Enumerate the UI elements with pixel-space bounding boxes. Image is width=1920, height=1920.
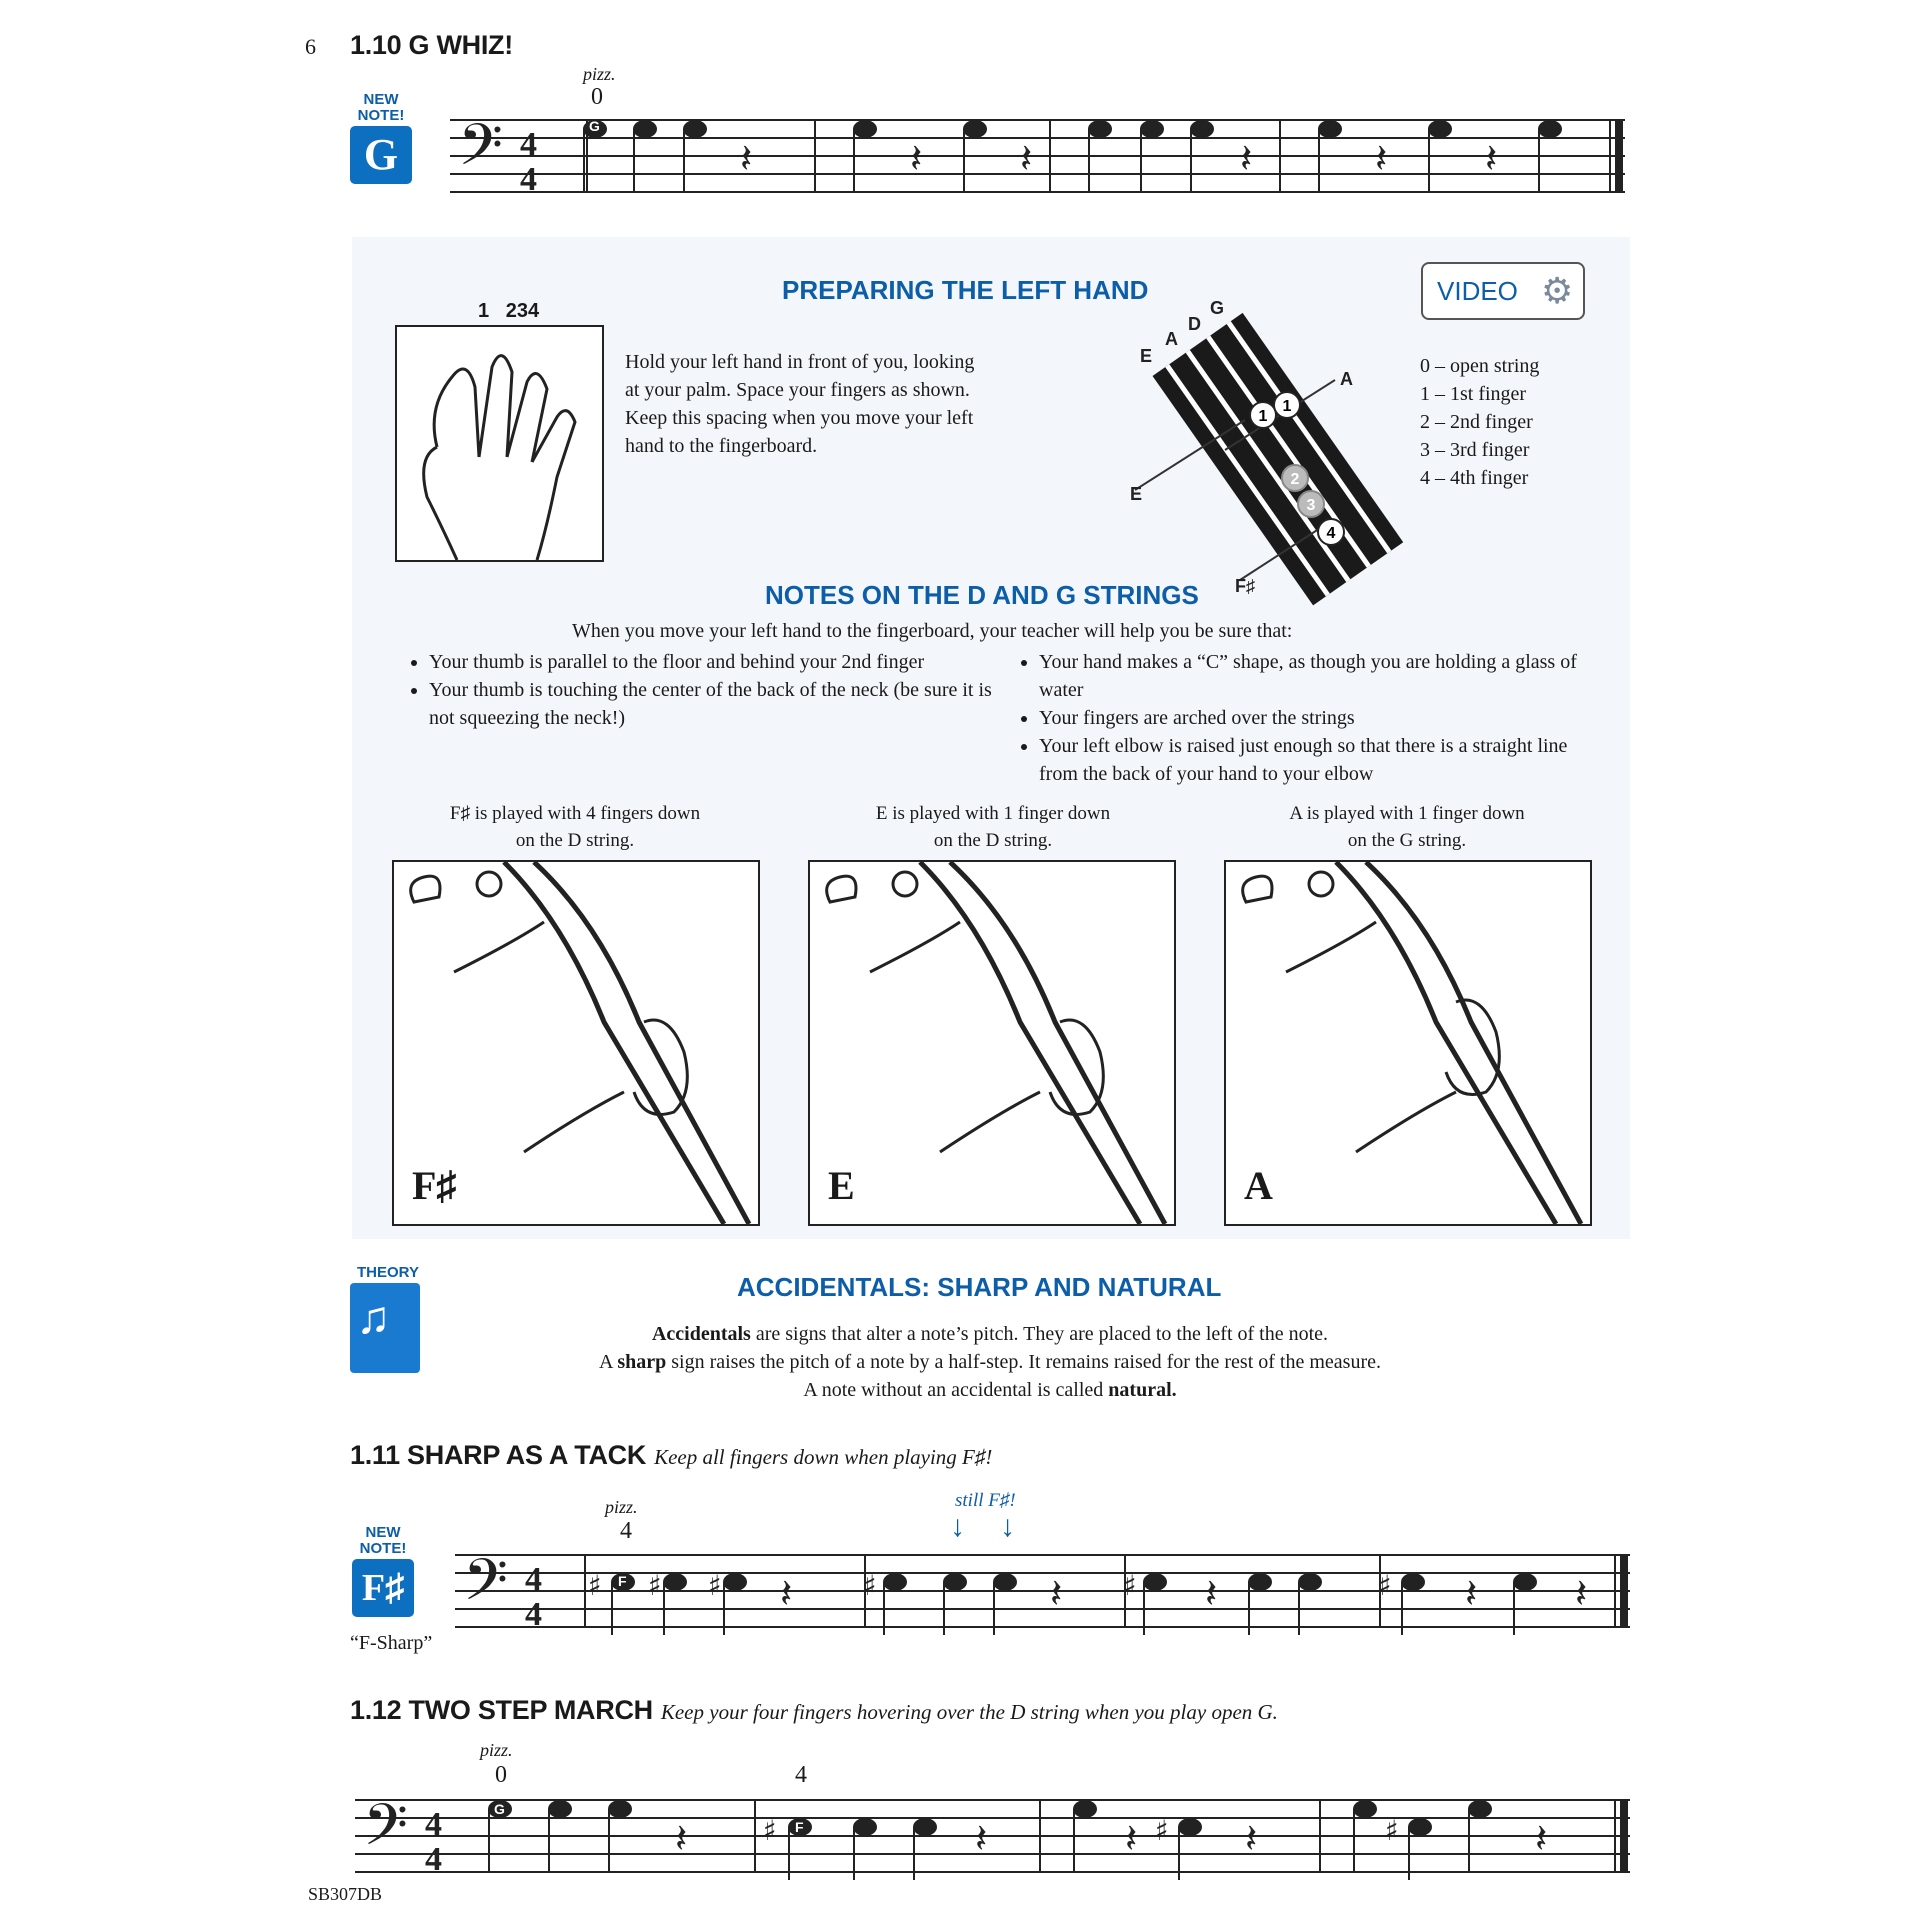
- pizz-mark: pizz.: [583, 64, 616, 84]
- exercise-1-12-title: [350, 1695, 1278, 1726]
- bullet-item: • Your thumb is touching the center of the back of the neck (be sure it is not squeezing the neck!): [429, 676, 1009, 732]
- bullet-item: • Your fingers are arched over the strings: [1039, 704, 1609, 732]
- svg-text:𝄽: 𝄽: [675, 1816, 688, 1862]
- svg-text:𝄽: 𝄽: [740, 136, 753, 182]
- note-letter-g: G: [589, 118, 600, 134]
- music-notes-icon: ♫: [356, 1292, 391, 1343]
- bullets-left: [405, 648, 1009, 732]
- new-note-badge-f-sharp: [352, 1525, 414, 1617]
- svg-text:G: G: [1210, 300, 1225, 318]
- accidentals-line-2: [440, 1348, 1540, 1376]
- note-letter-f: F: [795, 1819, 804, 1835]
- svg-text:F♯: F♯: [1235, 576, 1255, 596]
- photo-note-label: A: [1244, 1163, 1273, 1208]
- accidentals-line-1-rest: are signs that alter a note’s pitch. They are placed to the left of the note.: [750, 1323, 1329, 1345]
- legend-item: 1 – 1st finger: [1420, 383, 1527, 405]
- left-hand-heading: PREPARING THE LEFT HAND: [782, 275, 1149, 305]
- bass-neck-illustration: [810, 862, 1174, 1224]
- svg-text:♯: ♯: [763, 1814, 777, 1847]
- svg-text:4: 4: [425, 1806, 442, 1843]
- bullet-item: • Your hand makes a “C” shape, as though you are holding a glass of water: [1039, 648, 1609, 704]
- new-note-label: NEW NOTE!: [359, 1524, 407, 1557]
- staff-1-12: [345, 1790, 1635, 1880]
- svg-text:𝄽: 𝄽: [1375, 136, 1388, 182]
- theory-label: THEORY: [357, 1264, 419, 1281]
- caption-line: on the D string.: [933, 830, 1053, 851]
- finger-circle-1a: 1: [1258, 408, 1268, 425]
- fingerboard-diagram: [1125, 300, 1425, 610]
- bullet-item: • Your thumb is parallel to the floor and behind your 2nd finger: [429, 648, 1009, 676]
- svg-text:♯: ♯: [1378, 1569, 1392, 1602]
- svg-text:4: 4: [1326, 525, 1336, 542]
- exercise-1-11-title-text: 1.11 SHARP AS A TACK: [350, 1440, 647, 1470]
- accidentals-line-3: [440, 1376, 1540, 1404]
- hand-finger-numbers: 1 234: [478, 300, 540, 322]
- fingering-number: 4: [795, 1762, 807, 1788]
- svg-text:𝄽: 𝄽: [1020, 136, 1033, 182]
- exercise-1-10-title-text: 1.10 G WHIZ!: [350, 30, 513, 60]
- new-note-badge-g: [350, 92, 412, 184]
- theory-icon: [350, 1283, 420, 1373]
- svg-text:𝄽: 𝄽: [975, 1816, 988, 1862]
- svg-text:♯: ♯: [863, 1569, 877, 1602]
- svg-text:E: E: [1130, 484, 1143, 504]
- exercise-1-11-instruction: Keep all fingers down when playing F♯!: [654, 1445, 993, 1469]
- f-sharp-caption: “F-Sharp”: [350, 1632, 433, 1654]
- svg-text:𝄽: 𝄽: [1575, 1571, 1588, 1617]
- caption-line: A is played with 1 finger down: [1289, 803, 1525, 824]
- note-letter-f: F: [618, 1573, 627, 1589]
- video-label: VIDEO: [1437, 276, 1518, 306]
- svg-text:𝄢: 𝄢: [363, 1791, 409, 1873]
- svg-text:2: 2: [1290, 471, 1300, 488]
- svg-text:𝄽: 𝄽: [1050, 1571, 1063, 1617]
- accidentals-line-2-rest: sign raises the pitch of a note by a half-step. It remains raised for the rest of the measure.: [666, 1351, 1381, 1373]
- svg-text:E: E: [1140, 346, 1153, 366]
- down-arrow-icon: ↓: [950, 1510, 965, 1543]
- svg-text:4: 4: [525, 1561, 542, 1598]
- caption-line: E is played with 1 finger down: [875, 803, 1111, 824]
- svg-text:𝄽: 𝄽: [1205, 1571, 1218, 1617]
- legend-item: 3 – 3rd finger: [1420, 439, 1530, 461]
- accidentals-heading: ACCIDENTALS: SHARP AND NATURAL: [737, 1272, 1222, 1302]
- photo-caption-f-sharp: [390, 800, 760, 854]
- d-g-strings-intro: When you move your left hand to the fingerboard, your teacher will help you be sure that:: [572, 620, 1293, 642]
- svg-text:𝄽: 𝄽: [910, 136, 923, 182]
- footer-code: SB307DB: [308, 1884, 383, 1904]
- pizz-mark: pizz.: [480, 1740, 513, 1760]
- sharp-term: sharp: [617, 1351, 667, 1373]
- exercise-1-12-title-text: 1.12 TWO STEP MARCH: [350, 1695, 653, 1725]
- down-arrow-icon: ↓: [1000, 1510, 1015, 1543]
- svg-text:𝄢: 𝄢: [458, 111, 504, 193]
- new-note-letter: F♯: [352, 1559, 414, 1617]
- svg-text:♯: ♯: [648, 1569, 662, 1602]
- new-note-label: NEW NOTE!: [357, 91, 405, 124]
- svg-text:1: 1: [1282, 398, 1292, 415]
- svg-text:𝄢: 𝄢: [463, 1546, 509, 1628]
- bullets-right: [1015, 648, 1609, 788]
- legend-item: 0 – open string: [1420, 355, 1540, 377]
- hand-illustration: [395, 325, 604, 562]
- photo-note-label: E: [828, 1163, 855, 1208]
- exercise-1-11-title: [350, 1440, 992, 1471]
- left-hand-instructions: Hold your left hand in front of you, looking at your palm. Space your fingers as shown. Keep this spacing when you move your left hand to the fingerboard.: [625, 351, 975, 457]
- exercise-1-12-instruction: Keep your four fingers hovering over the D string when you play open G.: [660, 1700, 1278, 1724]
- svg-text:A: A: [1165, 329, 1178, 349]
- hand-drawing: [397, 327, 602, 560]
- accidentals-term: Accidentals: [651, 1323, 751, 1345]
- caption-line: F♯ is played with 4 fingers down: [449, 803, 701, 824]
- film-reel-icon: ⚙: [1541, 271, 1574, 311]
- legend-item: 2 – 2nd finger: [1420, 411, 1533, 433]
- svg-text:𝄽: 𝄽: [1535, 1816, 1548, 1862]
- staff-1-11: [445, 1545, 1635, 1635]
- svg-text:♯: ♯: [1385, 1814, 1399, 1847]
- accidentals-text: [440, 1320, 1540, 1404]
- bass-neck-illustration: [1226, 862, 1590, 1224]
- svg-text:♯: ♯: [1123, 1569, 1137, 1602]
- svg-text:♯: ♯: [708, 1569, 722, 1602]
- still-f-sharp-annotation: still F♯!: [955, 1490, 1016, 1511]
- video-button[interactable]: [1421, 262, 1585, 320]
- photo-a: [1224, 860, 1592, 1226]
- svg-text:♯: ♯: [588, 1569, 602, 1602]
- photo-caption-a: [1222, 800, 1592, 854]
- d-g-strings-heading: NOTES ON THE D AND G STRINGS: [765, 580, 1199, 610]
- accidentals-line-2-start: A: [598, 1351, 618, 1373]
- bullet-item: • Your left elbow is raised just enough so that there is a straight line from the back of your hand to your elbow: [1039, 732, 1609, 788]
- fingering-number: 0: [591, 84, 603, 110]
- photo-note-label: F♯: [412, 1163, 457, 1208]
- svg-text:𝄽: 𝄽: [1465, 1571, 1478, 1617]
- new-note-letter: G: [350, 126, 412, 184]
- svg-text:D: D: [1188, 314, 1201, 334]
- note-letter-g: G: [494, 1801, 505, 1817]
- svg-text:𝄽: 𝄽: [1240, 136, 1253, 182]
- pizz-mark: pizz.: [605, 1497, 638, 1517]
- photo-e: [808, 860, 1176, 1226]
- photo-f-sharp: [392, 860, 760, 1226]
- caption-line: on the G string.: [1347, 830, 1467, 851]
- svg-text:𝄽: 𝄽: [1485, 136, 1498, 182]
- photo-caption-e: [808, 800, 1178, 854]
- accidentals-line-3-start: A note without an accidental is called: [803, 1379, 1109, 1401]
- svg-text:♯: ♯: [1155, 1814, 1169, 1847]
- legend-item: 4 – 4th finger: [1420, 467, 1529, 489]
- theory-badge: [350, 1265, 426, 1373]
- fingering-number: 0: [495, 1762, 507, 1788]
- svg-text:3: 3: [1306, 497, 1316, 514]
- svg-text:𝄽: 𝄽: [780, 1571, 793, 1617]
- svg-text:4: 4: [520, 126, 537, 163]
- page-number: 6: [305, 34, 316, 59]
- fingering-legend: [1420, 352, 1620, 492]
- natural-term: natural.: [1108, 1379, 1177, 1401]
- caption-line: on the D string.: [515, 830, 635, 851]
- exercise-1-10-title: [350, 30, 513, 61]
- svg-text:4: 4: [520, 161, 537, 198]
- accidentals-line-1: [440, 1320, 1540, 1348]
- svg-text:𝄽: 𝄽: [1245, 1816, 1258, 1862]
- svg-text:4: 4: [425, 1841, 442, 1878]
- svg-text:4: 4: [525, 1596, 542, 1633]
- fingering-number: 4: [620, 1518, 632, 1544]
- staff-1-10: [440, 110, 1630, 200]
- svg-text:𝄽: 𝄽: [1125, 1816, 1138, 1862]
- svg-text:A: A: [1340, 369, 1353, 389]
